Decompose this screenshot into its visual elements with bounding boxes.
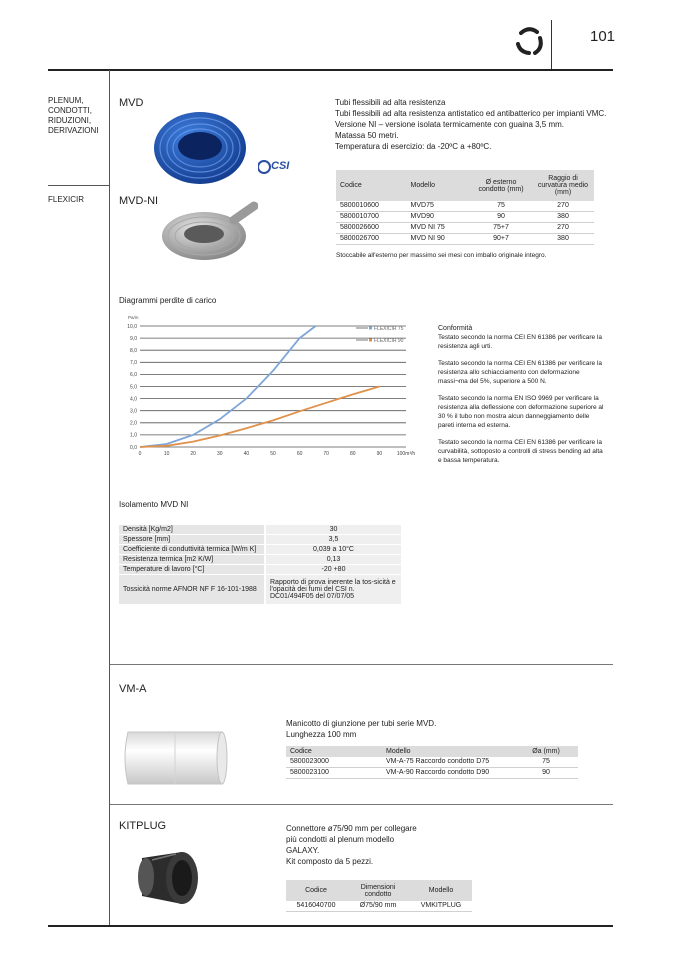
kitplug-connector-image	[132, 838, 208, 914]
y-axis-label: Pa/m	[128, 315, 139, 320]
x-tick-label: 50	[270, 451, 276, 457]
vma-title: VM-A	[119, 683, 147, 695]
table-row: 5800023000 VM-A-75 Raccordo condotto D75 75	[286, 757, 578, 768]
y-tick-label: 1,0	[130, 432, 137, 439]
table-row: 5800010600 MVD75 75 270	[336, 201, 594, 212]
page-number: 101	[590, 28, 616, 45]
mvd-ni-title: MVD-NI	[119, 195, 159, 207]
mvd-description: Tubi flessibili ad alta resistenza Tubi flessibili ad alta resistenza antistatico ed antibatterico per impianti VMC. Versione NI – versione isolata termicamente con guaina 3,5 mm. Matassa 50 metri. Temperatura di esercizio: da -20ºC a +80ºC.	[335, 98, 607, 151]
kitplug-description: Connettore ø75/90 mm per collegare più condotti al plenum modello GALAXY. Kit composto da 5 pezzi.	[286, 824, 417, 866]
mvd-storage-note: Stoccabile all'esterno per massimo sei mesi con imballo originale integro.	[336, 252, 547, 259]
table-row: Temperature di lavoro [°C] -20 +80	[119, 565, 401, 575]
header-rule	[48, 69, 613, 71]
kitplug-table: Codice Dimensioni condotto Modello 5416040700 Ø75/90 mm VMKITPLUG	[286, 880, 472, 912]
table-row: Tossicità norme AFNOR NF F 16-101-1988 Rapporto di prova inerente la tos-sicità e l'opacità dei fumi del CSI n. DC01/494F05 del 07/07/05	[119, 575, 401, 605]
x-tick-label: 0	[138, 451, 142, 457]
legend-swatch	[369, 327, 372, 330]
chart-svg	[118, 312, 428, 464]
csi-logo: CSI	[258, 158, 292, 176]
mvd-title: MVD	[119, 97, 144, 109]
legend-swatch	[369, 339, 372, 342]
header-divider	[551, 20, 552, 69]
mvd-ni-pipe-image	[158, 200, 258, 262]
table-row: 5800026700 MVD NI 90 90+7 380	[336, 234, 594, 245]
y-tick-label: 9,0	[130, 335, 137, 342]
y-tick-label: 5,0	[130, 384, 137, 391]
sidebar-rule	[48, 185, 109, 186]
sidebar-divider	[109, 70, 110, 925]
y-tick-label: 2,0	[130, 420, 137, 427]
footer-rule	[48, 925, 613, 927]
y-tick-label: 0,0	[130, 444, 137, 451]
x-tick-label: 10	[163, 451, 170, 457]
table-row: Resistenza termica [m2 K/W] 0,13	[119, 555, 401, 565]
sidebar-subcategory: FLEXICIR	[48, 195, 85, 204]
y-tick-label: 8,0	[130, 348, 137, 354]
series-line	[140, 387, 379, 448]
y-tick-label: 7,0	[130, 360, 137, 367]
legend-label: FLEXICIR 75	[374, 325, 404, 332]
section-rule	[110, 664, 613, 665]
vma-description: Manicotto di giunzione per tubi serie MVD. Lunghezza 100 mm	[286, 719, 437, 739]
x-tick-label: 100m³/h	[396, 451, 416, 457]
mvd-table: Codice Modello Ø esterno condotto (mm) Raggio di curvatura medio (mm) 5800010600 MVD75 75 270 5800010700 MVD90 90 380 5800026600 MVD NI 75 75+7 270 5800026700 MVD NI 90 90+7 380	[336, 170, 594, 245]
table-row: Spessore [mm] 3,5	[119, 535, 401, 545]
kitplug-title: KITPLUG	[119, 820, 167, 832]
table-row: 5800023100 VM-A-90 Raccordo condotto D90 90	[286, 768, 578, 779]
table-row: Densità [Kg/m2] 30	[119, 525, 401, 535]
vma-table: Codice Modello Øa (mm) 5800023000 VM-A-75 Raccordo condotto D75 75 5800023100 VM-A-90 Raccordo condotto D90 90	[286, 746, 578, 779]
mvd-pipe-image	[150, 108, 250, 186]
legend-label: FLEXICIR 90	[374, 337, 404, 344]
x-tick-label: 30	[217, 451, 223, 457]
brand-logo-icon	[512, 24, 546, 58]
table-row: Coefficiente di conduttività termica [W/m K] 0,039 a 10°C	[119, 545, 401, 555]
table-row: 5416040700 Ø75/90 mm VMKITPLUG	[286, 901, 472, 912]
insulation-table	[119, 525, 401, 605]
sidebar-category: PLENUM, CONDOTTI, RIDUZIONI, DERIVAZIONI	[48, 96, 99, 135]
x-tick-label: 40	[243, 451, 250, 457]
y-tick-label: 3,0	[130, 408, 137, 415]
y-tick-label: 10,0	[127, 323, 137, 330]
diagram-title: Diagrammi perdite di carico	[119, 296, 217, 305]
table-row: 5800010700 MVD90 90 380	[336, 212, 594, 223]
section-rule	[110, 804, 613, 805]
y-tick-label: 6,0	[130, 372, 137, 379]
table-row: 5800026600 MVD NI 75 75+7 270	[336, 223, 594, 234]
x-tick-label: 70	[323, 451, 329, 457]
x-tick-label: 20	[190, 451, 196, 457]
x-tick-label: 90	[376, 451, 383, 457]
conformity-notes: Conformità Testato secondo la norma CEI EN 61386 per verificare la resistenza agli urti. Testato secondo la norma CEI EN 61386 per verificare la resistenza allo schiacciamento con deformazione massi¬ma del 5%, superiore a 500 N. Testato secondo la norma EN ISO 9969 per verificare la resistenza alla deflessione con deformazione superiore al 30 % il tubo non mostra alcun danneggiamento delle pareti interna ed esterna. Testato secondo la norma CEI EN 61386 per verificare la curvabilità, sottoposto a controlli di stress bending ad alta e bassa temperatura.	[438, 325, 604, 464]
insulation-title: Isolamento MVD NI	[119, 500, 189, 509]
x-tick-label: 80	[350, 451, 356, 457]
x-tick-label: 60	[296, 451, 303, 457]
pressure-loss-chart	[118, 312, 428, 464]
vma-sleeve-image	[120, 724, 230, 792]
y-tick-label: 4,0	[130, 396, 137, 403]
